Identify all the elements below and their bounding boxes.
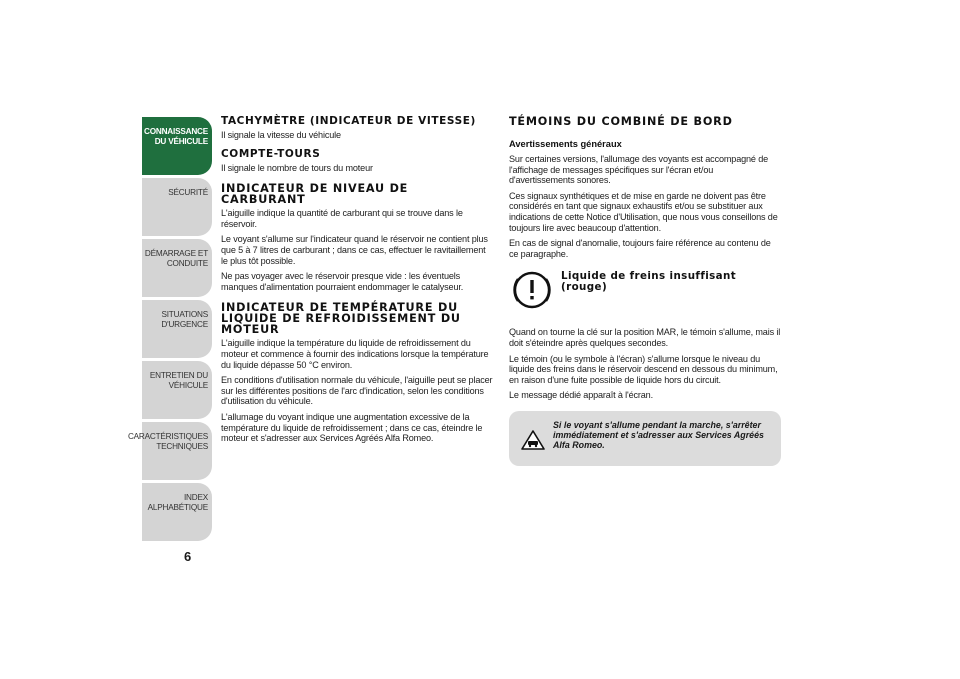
note-box xyxy=(509,411,781,466)
tab-demarrage-et-conduite[interactable] xyxy=(142,239,212,297)
note-text: Si le voyant s'allume pendant la marche, s'arrêter immédiatement et s'adresser aux Services Agréés Alfa Romeo. xyxy=(553,419,764,451)
paragraph: Le message dédié apparaît à l'écran. xyxy=(509,390,653,401)
paragraph: En cas de signal d'anomalie, toujours faire référence au contenu de ce paragraphe. xyxy=(509,238,771,259)
paragraph: Il signale le nombre de tours du moteur xyxy=(221,162,373,173)
paragraph: Il signale la vitesse du véhicule xyxy=(221,130,341,140)
paragraph: Le voyant s'allume sur l'indicateur quand le réservoir ne contient plus que 5 à 7 litres de carburant ; dans ce cas, effectuer le ravitaillement le plus tôt possible. xyxy=(221,234,488,266)
paragraph: Sur certaines versions, l'allumage des voyants est accompagné de l'affichage de messages spécifiques sur l'écran et/ou d'avertissements sonores. xyxy=(509,154,769,186)
tab-connaissance-du-vehicule[interactable] xyxy=(142,117,212,175)
section-title-compte-tours: COMPTE-TOURS xyxy=(221,147,321,160)
tab-label: CARACTÉRISTIQUES TECHNIQUES xyxy=(127,432,208,451)
tab-label: SÉCURITÉ xyxy=(168,188,208,197)
tab-caracteristiques-techniques[interactable] xyxy=(127,422,212,480)
left-column xyxy=(221,116,494,449)
section-title-temoins: TÉMOINS DU COMBINÉ DE BORD xyxy=(509,115,733,128)
subtitle: Avertissements généraux xyxy=(509,139,622,149)
section-title-tachymetre: TACHYMÈTRE (INDICATEUR DE VITESSE) xyxy=(221,115,476,127)
tab-label: SITUATIONS D'URGENCE xyxy=(161,310,208,329)
page-number: 6 xyxy=(184,549,192,564)
paragraph: Le témoin (ou le symbole à l'écran) s'allume lorsque le niveau du liquide des freins dans le réservoir descend en dessous du minimum, en raison d'une fuite possible de liquide hors du circuit. xyxy=(509,353,778,385)
road-warning-icon xyxy=(521,430,545,450)
paragraph: L'allumage du voyant indique une augmentation excessive de la température du liquide de refroidissement ; dans ce cas, éteindre le moteur et s'adresser aux Services Agréés Alfa Romeo. xyxy=(221,411,483,444)
paragraph: Quand on tourne la clé sur la position MAR, le témoin s'allume, mais il doit s'éteindre après quelques secondes. xyxy=(509,327,781,348)
paragraph: En conditions d'utilisation normale du véhicule, l'aiguille peut se placer sur les différentes positions de l'arc d'indication, selon les conditions d'utilisation du véhicule. xyxy=(221,375,493,407)
section-title-temperature: INDICATEUR DE TEMPÉRATURE DU LIQUIDE DE REFROIDISSEMENT DU MOTEUR xyxy=(221,301,461,337)
paragraph: Ne pas voyager avec le réservoir presque vide : les éventuels manques d'alimentation pourraient endommager le catalyseur. xyxy=(221,271,464,292)
section-title-niveau-carburant: INDICATEUR DE NIVEAU DE CARBURANT xyxy=(221,182,409,207)
warning-title: Liquide de freins insuffisant (rouge) xyxy=(561,270,737,294)
tab-label: DÉMARRAGE ET CONDUITE xyxy=(144,249,208,268)
tab-entretien-du-vehicule[interactable] xyxy=(142,361,212,419)
tab-label: INDEX ALPHABÉTIQUE xyxy=(147,493,208,512)
paragraph: L'aiguille indique la température du liquide de refroidissement du moteur et commence à fournir des indications lorsque la température du liquide dépasse 50 °C environ. xyxy=(221,338,489,370)
tab-situations-d-urgence[interactable] xyxy=(142,300,212,358)
brake-warning-icon xyxy=(509,267,555,313)
warning-row xyxy=(509,267,781,313)
right-column xyxy=(509,116,781,466)
paragraph: L'aiguille indique la quantité de carburant qui se trouve dans le réservoir. xyxy=(221,208,463,229)
paragraph: Ces signaux synthétiques et de mise en garde ne doivent pas être considérés en tant que signaux exhaustifs et/ou se substituer aux indications de cette Notice d'Utilisation, que nous vous conseillons de toujours lire avec beaucoup d'attention. xyxy=(509,190,778,233)
tab-label: CONNAISSANCE DU VÉHICULE xyxy=(143,127,208,146)
tab-index-alphabetique[interactable] xyxy=(142,483,212,541)
tab-securite[interactable] xyxy=(142,178,212,236)
tab-label: ENTRETIEN DU VÉHICULE xyxy=(149,371,208,390)
